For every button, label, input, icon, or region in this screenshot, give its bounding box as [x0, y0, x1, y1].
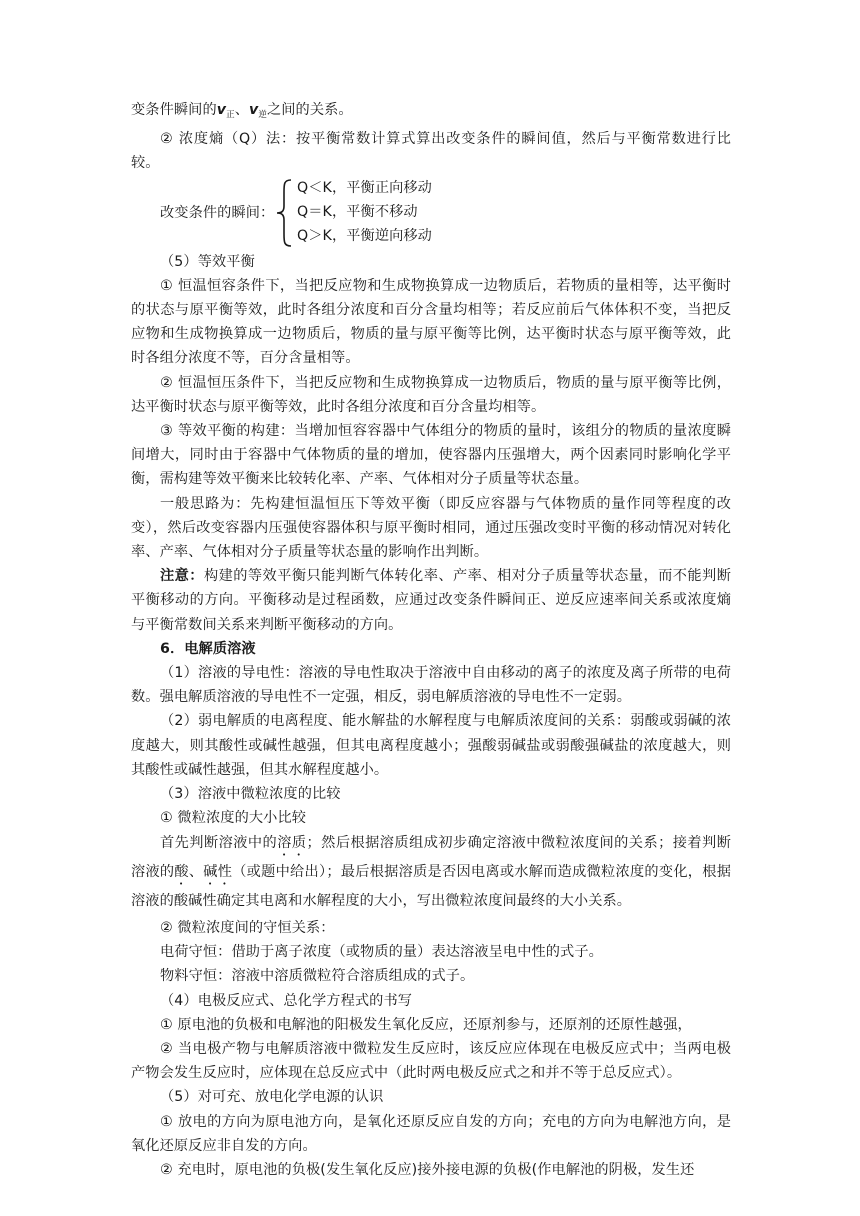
text: 变条件瞬间的: [131, 102, 217, 118]
subheading: （3）溶液中微粒浓度的比较: [160, 786, 341, 803]
text: 、: [234, 102, 249, 118]
paragraph: 物料守恒：溶液中溶质微粒符合溶质组成的式子。: [160, 968, 475, 985]
paragraph: ① 放电的方向为原电池方向，是氧化还原反应自发的方向；充电的方向为电解池方向，是氧化还原反应非自发的方向。: [131, 1113, 731, 1154]
paragraph: ③ 等效平衡的构建：当增加恒容容器中气体组分的物质的量时，该组分的物质的量浓度瞬间增大，同时由于容器中气体物质的量的增加，使容器内压强增大，两个因素同时影响化学平衡，需构建等效平衡来比较转化率、产率、气体相对分子质量等状态量。: [131, 423, 731, 488]
brace-item: Q＞K，平衡逆向移动: [297, 227, 432, 244]
subheading: ② 微粒浓度间的守恒关系：: [160, 919, 335, 936]
brace-item: Q＜K，平衡正向移动: [297, 179, 432, 196]
subheading: ① 微粒浓度的大小比较: [160, 810, 307, 827]
section-heading: 6．电解质溶液: [160, 640, 256, 657]
line-variable-relation: [131, 98, 731, 127]
paragraph: 一般思路为：先构建恒温恒压下等效平衡（即反应容器与气体物质的量作同等程度的改变），然后改变容器内压强使容器体积与原平衡时相同，通过压强改变时平衡的移动情况对转化率、产率、气体相对分子质量等状态量的影响作出判断。: [131, 495, 731, 561]
left-brace-icon: [275, 178, 295, 248]
paragraph: ① 原电池的负极和电解池的阳极发生氧化反应，还原剂参与，还原剂的还原性越强，: [160, 1016, 692, 1033]
paragraph: 电荷守恒：借助于离子浓度（或物质的量）表达溶液呈电中性的式子。: [160, 944, 603, 961]
subscript: 逆: [258, 110, 267, 120]
subscript: 正: [226, 110, 235, 120]
rate-symbol: v: [249, 102, 259, 118]
brace-items: [297, 176, 432, 249]
note-label: 注意：: [160, 568, 204, 585]
rate-symbol: v: [216, 102, 227, 118]
brace-item: Q＝K，平衡不移动: [297, 203, 418, 220]
paragraph: ② 恒温恒压条件下，当把反应物和生成物换算成一边物质后，物质的量与原平衡等比例，达平衡时状态与原平衡等效，此时各组分浓度和百分含量均相等。: [131, 374, 731, 415]
brace-group: [131, 176, 731, 250]
note-paragraph: [131, 564, 731, 637]
paragraph: ② 充电时，原电池的负极(发生氧化反应)接外接电源的负极(作电解池的阴极，发生还: [160, 1162, 695, 1179]
subheading-equivalent-equilibrium: （5）等效平衡: [160, 253, 255, 270]
paragraph: ① 恒温恒容条件下，当把反应物和生成物换算成一边物质后，若物质的量相等，达平衡时的状态与原平衡等效，此时各组分浓度和百分含量均相等；若反应前后气体体积不变，当把反应物和生成物换算成一边物质后，物质的量与原平衡等比例，达平衡时状态与原平衡等效，此时各组分浓度不等，百分含量相等。: [131, 277, 731, 367]
subheading: （5）对可充、放电化学电源的认识: [160, 1089, 384, 1106]
text: 之间的关系。: [266, 102, 353, 118]
note-body: 构建的等效平衡只能判断气体转化率、产率、相对分子质量等状态量，而不能判断平衡移动的方向。平衡移动是过程函数，应通过改变条件瞬间正、逆反应速率间关系或浓度熵与平衡常数间关系来判断平衡移动的方向。: [131, 568, 731, 633]
paragraph: （2）弱电解质的电离程度、能水解盐的水解程度与电解质浓度间的关系：弱酸或弱碱的浓度越大，则其酸性或碱性越强，但其电离程度越小；强酸弱碱盐或弱酸强碱盐的浓度越大，则其酸性或碱性越强，但其水解程度越小。: [131, 713, 731, 778]
text: （或题中给出）；最后根据溶质是否因电离或水解而造成微粒浓度的变化，根据溶液的酸碱性确定其电离和水解程度的大小，写出微粒浓度间最终的大小关系。: [131, 864, 731, 910]
subheading: （4）电极反应式、总化学方程式的书写: [160, 992, 413, 1009]
emphasized-text: 酸、碱性: [174, 864, 233, 881]
emphasized-text: 溶质: [277, 835, 307, 852]
document-page: [131, 98, 731, 1182]
text: 首先判断溶液中的: [160, 835, 278, 852]
text: ；然后根据溶质组成初步确定溶液中微粒浓度间的关系；接着判断溶液的: [131, 835, 731, 881]
paragraph-concentration-quotient: ② 浓度熵（Q）法：按平衡常数计算式算出改变条件的瞬间值，然后与平衡常数进行比较。: [131, 131, 731, 172]
paragraph: ② 当电极产物与电解质溶液中微粒发生反应时，该反应应体现在电极反应式中；当两电极产物会发生反应时，应体现在总反应式中（此时两电极反应式之和并不等于总反应式）。: [131, 1041, 731, 1082]
paragraph: [131, 830, 731, 916]
brace-label: 改变条件的瞬间：: [160, 204, 275, 221]
paragraph: （1）溶液的导电性：溶液的导电性取决于溶液中自由移动的离子的浓度及离子所带的电荷数。强电解质溶液的导电性不一定强，相反，弱电解质溶液的导电性不一定弱。: [131, 665, 731, 706]
